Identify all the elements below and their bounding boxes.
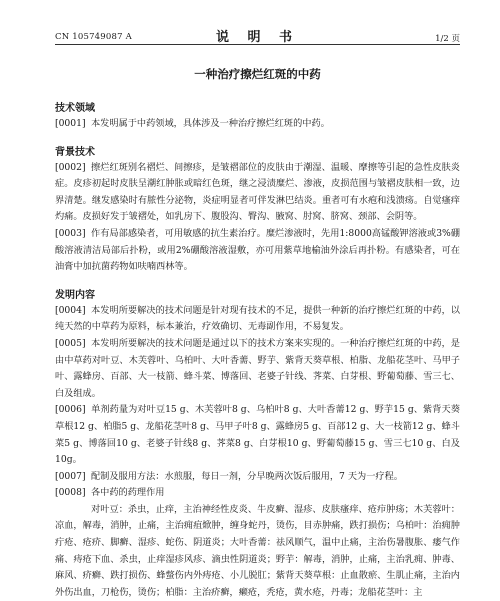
paragraph — [55, 502, 460, 601]
paragraph-text: 作有局部感染者，可用敏感的抗生素治疗。糜烂渗液时，先用1:8000高锰酸钾溶液或3%硼酸溶液清洁局部后扑粉，或用2%硼酸溶液湿敷，亦可用紫草地榆油外涂后再扑粉。有感染者，可在油膏中加抗菌药物如呋喃西林等。 — [55, 227, 460, 273]
paragraph-number: [0001] — [55, 118, 86, 129]
section-heading: 技术领域 — [55, 103, 95, 114]
paragraph-number: [0007] — [55, 470, 86, 482]
paragraph — [55, 402, 460, 468]
section-heading: 发明内容 — [55, 289, 95, 301]
paragraph-number: [0003] — [55, 227, 86, 239]
publication-number: CN 105749087 A — [55, 32, 132, 42]
paragraph-text: 对叶豆：杀虫，止痒，主治神经性皮炎、牛皮癣、湿疹、皮肤瘙痒、疮疖肿疡；木芙蓉叶：凉血，解毒，消肿，止痛，主治痈疽焮肿，缠身蛇丹，烫伤，目赤肿痛，跌打损伤；乌柏叶：治痈肿疔疮、疮疥、脚癣、湿疹、蛇伤、阴道炎；大叶香薷：祛风顺气，温中止痛，主治伤暑腹胀、痿气作痛、痔疮下血、杀虫，止痒湿疹风疹、滴虫性阴道炎；野芋：解毒，消肿，止痛，主治乳痈、肿毒、麻风、疥癣、跌打损伤、蜂螫伤内外痔疮、小儿脱肛；紫背天葵草根：止血散瘀、生肌止痛，主治内外伤出血，刀枪伤，烫伤；柏脂：主治疥癣，癞疮，秃疮，黄水疮，丹毒；龙船花茎叶：主 — [55, 503, 460, 598]
paragraph — [55, 226, 460, 276]
paragraph — [55, 469, 460, 486]
document-body — [55, 99, 460, 601]
page-header — [55, 0, 460, 47]
paragraph-number: [0002] — [55, 161, 86, 173]
paragraph-text: 各中药的药理作用 — [91, 487, 165, 499]
paragraph — [55, 303, 460, 336]
section-heading: 背景技术 — [55, 146, 95, 158]
document-type: 说 明 书 — [215, 30, 300, 45]
paragraph-number: [0005] — [55, 337, 86, 349]
paragraph-number: [0004] — [55, 304, 86, 316]
paragraph — [55, 160, 460, 226]
paragraph-text: 配制及服用方法：水煎服，每日一剂，分早晚两次饭后服用，7 天为一疗程。 — [91, 470, 403, 482]
paragraph — [55, 336, 460, 402]
header-divider — [55, 44, 460, 45]
page-indicator: 1/2 页 — [435, 34, 460, 44]
paragraph-text: 本发明所要解决的技术问题是通过以下的技术方案来实现的。一种治疗擦烂红斑的中药，是由中草药对叶豆、木芙蓉叶、乌柏叶、大叶香薷、野芋、紫背天葵草根、柏脂、龙船花茎叶、马甲子叶、露蜂房、百部、大一枝箭、蜂斗菜、博落回、老婆子针线、荠菜、白芽根、野葡萄藤、雪三七、白及组成。 — [55, 337, 460, 399]
paragraph — [55, 116, 460, 133]
paragraph-text: 本发明所要解决的技术问题是针对现有技术的不足，提供一种新的治疗擦烂红斑的中药，以纯天然的中草药为原料，标本兼治，疗效确切、无毒副作用，不易复发。 — [55, 304, 460, 333]
paragraph-number: [0006] — [55, 404, 86, 416]
paragraph-text: 本发明属于中药领域，具体涉及一种治疗擦烂红斑的中药。 — [91, 118, 330, 129]
paragraph-text: 单剂药量为对叶豆15 g、木芙蓉叶8 g、乌柏叶8 g、大叶香薷12 g、野芋15 g、紫背天葵草根12 g、柏脂5 g、龙船花茎叶8 g、马甲子叶8 g、露蜂房5 g、百部12 g、大一枝箭12 g、蜂斗菜5 g、博落回10 g、老婆子针线8 g、荠菜8 g、白芽根10 g、野葡萄藤15 g、雪三七10 g、白及10g。 — [55, 404, 460, 466]
paragraph — [55, 485, 460, 502]
paragraph-number: [0008] — [55, 487, 86, 499]
paragraph-text: 擦烂红斑别名褶烂、间擦疹，是皱褶部位的皮肤由于潮湿、温暖、摩擦等引起的急性皮肤炎症。皮疹初起时皮肤呈潮红肿胀或暗红色斑，继之浸渍糜烂、渗液，皮损范围与皱褶皮肤相一致，边界清楚。继发感染时有脓性分泌物，炎症明显者可伴发淋巴结炎。重者可有水疱和浅溃疡。自觉瘙痒灼痛。皮损好发于皱褶处，如乳房下、腹股沟、臀沟、腋窝、肘窝、脐窝、颈部、会阴等。 — [55, 161, 460, 223]
document-title: 一种治疗擦烂红斑的中药 — [194, 67, 321, 81]
